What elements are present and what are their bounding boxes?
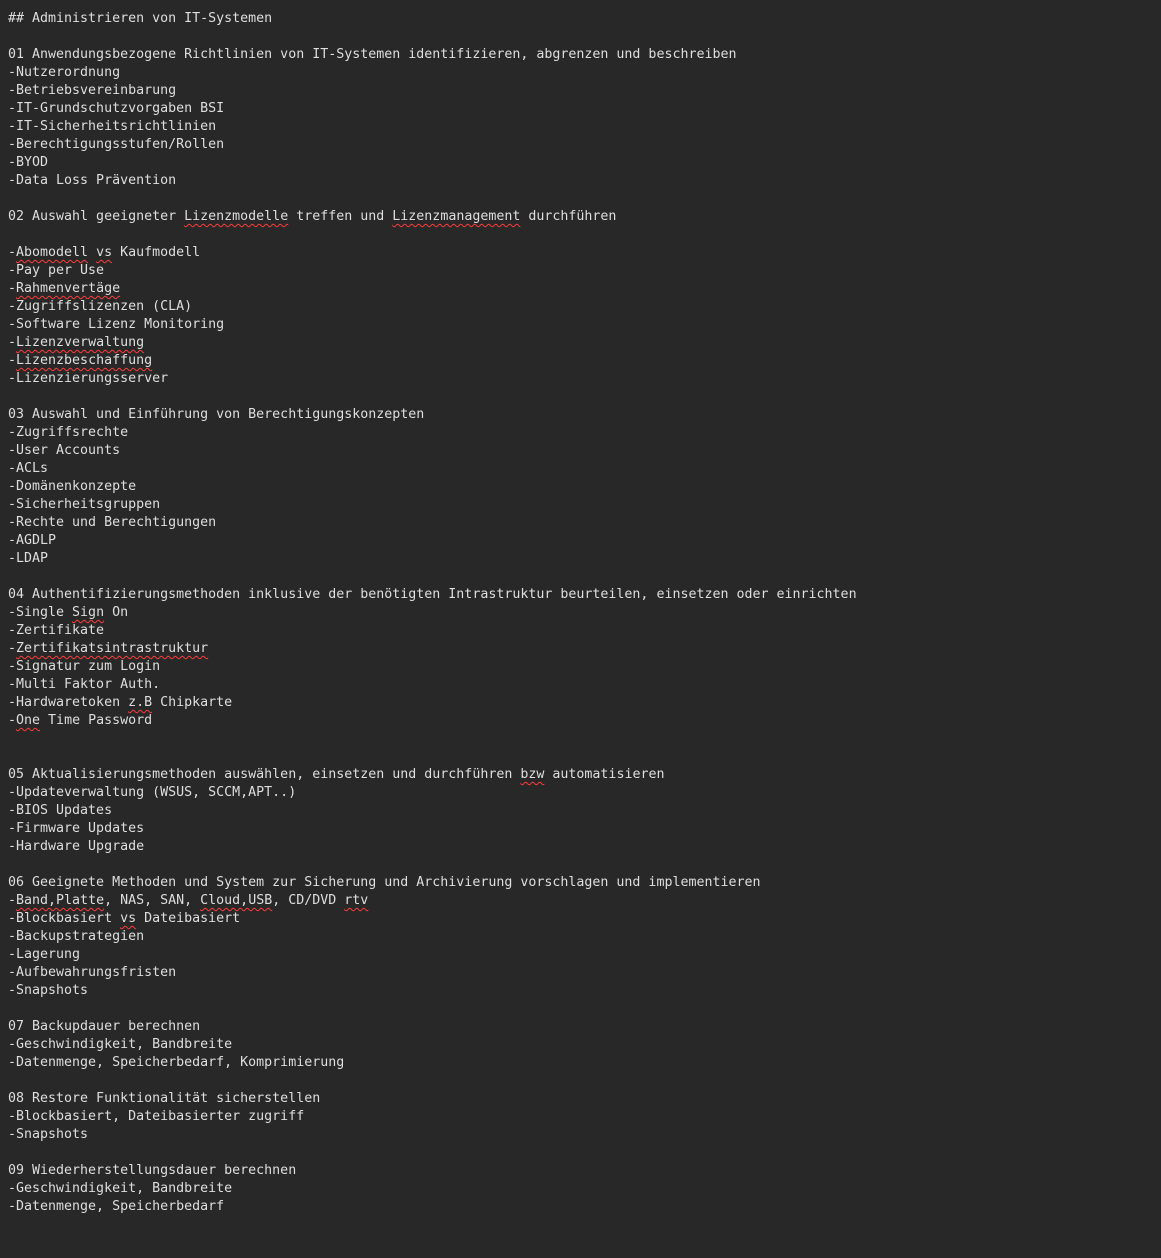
text-segment: -Snapshots: [8, 1127, 89, 1142]
misspelled-word: Rahmenvertäge: [16, 281, 121, 296]
editor-line: [8, 100, 1155, 118]
editor-line: [8, 154, 1155, 172]
editor-line: [8, 388, 1155, 406]
text-segment: -Geschwindigkeit, Bandbreite: [8, 1037, 233, 1052]
editor-line: [8, 946, 1155, 964]
misspelled-word: Sign: [72, 605, 105, 620]
editor-line: [8, 838, 1155, 856]
editor-line: [8, 460, 1155, 478]
text-segment: -: [8, 353, 17, 368]
editor-line: [8, 280, 1155, 298]
editor-line: [8, 1198, 1155, 1216]
misspelled-word: Cloud,USB: [200, 893, 273, 908]
editor-line: [8, 892, 1155, 910]
editor-line: [8, 694, 1155, 712]
editor-line: [8, 982, 1155, 1000]
editor-line: [8, 766, 1155, 784]
text-segment: 04 Authentifizierungsmethoden inklusive der benötigten Intrastruktur beurteilen, einsetzen oder einrichten: [8, 587, 857, 602]
misspelled-word: One: [16, 713, 41, 728]
editor-line: [8, 190, 1155, 208]
text-segment: -Blockbasiert: [8, 911, 121, 926]
editor-line: [8, 1000, 1155, 1018]
editor-line: [8, 172, 1155, 190]
text-segment: -Lagerung: [8, 947, 81, 962]
text-segment: -Hardware Upgrade: [8, 839, 145, 854]
editor-line: [8, 730, 1155, 748]
editor-line: [8, 532, 1155, 550]
text-segment: -Updateverwaltung (WSUS, SCCM,APT..): [8, 785, 297, 800]
text-segment: -Datenmenge, Speicherbedarf, Komprimierung: [8, 1055, 345, 1070]
editor-line: [8, 550, 1155, 568]
misspelled-word: Lizenzmodelle: [184, 209, 289, 224]
editor-line: [8, 1036, 1155, 1054]
editor-line: [8, 784, 1155, 802]
text-segment: -: [8, 713, 17, 728]
editor-line: [8, 910, 1155, 928]
editor-line: [8, 748, 1155, 766]
text-segment: -: [8, 281, 17, 296]
text-segment: 01 Anwendungsbezogene Richtlinien von IT-Systemen identifizieren, abgrenzen und beschreiben: [8, 47, 737, 62]
text-segment: -BIOS Updates: [8, 803, 113, 818]
editor-line: [8, 46, 1155, 64]
text-segment: -Signatur zum Login: [8, 659, 161, 674]
editor-line: [8, 820, 1155, 838]
editor-line: [8, 370, 1155, 388]
misspelled-word: vs: [96, 245, 113, 260]
editor-line: [8, 1126, 1155, 1144]
misspelled-word: rtv: [344, 893, 369, 908]
text-segment: Dateibasiert: [136, 911, 241, 926]
text-segment: -Lizenzierungsserver: [8, 371, 169, 386]
text-segment: -Rechte und Berechtigungen: [8, 515, 217, 530]
editor-line: [8, 118, 1155, 136]
text-segment: -IT-Sicherheitsrichtlinien: [8, 119, 217, 134]
editor-line: [8, 1090, 1155, 1108]
text-segment: -Berechtigungsstufen/Rollen: [8, 137, 225, 152]
editor-line: [8, 226, 1155, 244]
editor-line: [8, 352, 1155, 370]
editor-line: [8, 802, 1155, 820]
editor-line: [8, 514, 1155, 532]
text-segment: ## Administrieren von IT-Systemen: [8, 11, 273, 26]
editor-line: [8, 640, 1155, 658]
editor-line: [8, 136, 1155, 154]
editor-line: [8, 856, 1155, 874]
editor-line: [8, 442, 1155, 460]
editor-line: [8, 568, 1155, 586]
editor-line: [8, 244, 1155, 262]
text-segment: -: [8, 335, 17, 350]
editor-line: [8, 10, 1155, 28]
text-segment: -Snapshots: [8, 983, 89, 998]
text-segment: -Data Loss Prävention: [8, 173, 177, 188]
editor-line: [8, 1108, 1155, 1126]
misspelled-word: vs: [120, 911, 137, 926]
text-segment: -BYOD: [8, 155, 49, 170]
misspelled-word: Band,Platte: [16, 893, 105, 908]
text-segment: -LDAP: [8, 551, 49, 566]
text-segment: -Betriebsvereinbarung: [8, 83, 177, 98]
text-segment: automatisieren: [544, 767, 665, 782]
text-segment: -Zugriffsrechte: [8, 425, 129, 440]
text-segment: durchführen: [520, 209, 617, 224]
text-segment: 07 Backupdauer berechnen: [8, 1019, 201, 1034]
text-segment: -User Accounts: [8, 443, 121, 458]
editor-line: [8, 1054, 1155, 1072]
text-segment: [88, 245, 96, 260]
text-segment: -Nutzerordnung: [8, 65, 121, 80]
editor-line: [8, 658, 1155, 676]
editor-line: [8, 28, 1155, 46]
misspelled-word: z.B: [128, 695, 153, 710]
editor-line: [8, 298, 1155, 316]
misspelled-word: Lizenzmanagement: [392, 209, 521, 224]
editor-line: [8, 712, 1155, 730]
text-segment: -Datenmenge, Speicherbedarf: [8, 1199, 225, 1214]
editor-line: [8, 1162, 1155, 1180]
editor-line: [8, 424, 1155, 442]
text-segment: -AGDLP: [8, 533, 57, 548]
text-segment: -Zugriffslizenzen (CLA): [8, 299, 193, 314]
editor-line: [8, 1144, 1155, 1162]
editor-line: [8, 316, 1155, 334]
text-segment: 09 Wiederherstellungsdauer berechnen: [8, 1163, 297, 1178]
misspelled-word: Abomodell: [16, 245, 89, 260]
text-segment: -Single: [8, 605, 73, 620]
text-segment: Chipkarte: [152, 695, 233, 710]
text-segment: -Multi Faktor Auth.: [8, 677, 161, 692]
text-segment: 02 Auswahl geeigneter: [8, 209, 185, 224]
editor-line: [8, 478, 1155, 496]
text-segment: -: [8, 893, 17, 908]
editor-line: [8, 874, 1155, 892]
text-segment: -Zertifikate: [8, 623, 105, 638]
text-segment: -Pay per Use: [8, 263, 105, 278]
text-segment: -: [8, 641, 17, 656]
text-segment: -Aufbewahrungsfristen: [8, 965, 177, 980]
editor-line: [8, 1072, 1155, 1090]
editor-line: [8, 208, 1155, 226]
text-segment: , CD/DVD: [272, 893, 345, 908]
misspelled-word: Lizenzbeschaffung: [16, 353, 153, 368]
text-segment: -Firmware Updates: [8, 821, 145, 836]
text-segment: 03 Auswahl und Einführung von Berechtigungskonzepten: [8, 407, 425, 422]
editor-line: [8, 604, 1155, 622]
editor-line: [8, 676, 1155, 694]
misspelled-word: bzw: [520, 767, 545, 782]
editor-line: [8, 496, 1155, 514]
text-segment: -ACLs: [8, 461, 49, 476]
text-segment: On: [104, 605, 129, 620]
text-segment: Time Password: [40, 713, 153, 728]
editor-line: [8, 1180, 1155, 1198]
editor-line: [8, 334, 1155, 352]
misspelled-word: Zertifikatsintrastruktur: [16, 641, 209, 656]
text-segment: -Geschwindigkeit, Bandbreite: [8, 1181, 233, 1196]
text-segment: 05 Aktualisierungsmethoden auswählen, einsetzen und durchführen: [8, 767, 521, 782]
misspelled-word: Lizenzverwaltung: [16, 335, 145, 350]
text-segment: 06 Geeignete Methoden und System zur Sicherung und Archivierung vorschlagen und implementieren: [8, 875, 761, 890]
editor-line: [8, 964, 1155, 982]
text-segment: -Domänenkonzepte: [8, 479, 137, 494]
text-segment: -: [8, 245, 17, 260]
editor-line: [8, 82, 1155, 100]
text-segment: treffen und: [288, 209, 393, 224]
text-segment: -Backupstrategien: [8, 929, 145, 944]
text-segment: -Sicherheitsgruppen: [8, 497, 161, 512]
editor-line: [8, 262, 1155, 280]
text-segment: -Blockbasiert, Dateibasierter zugriff: [8, 1109, 305, 1124]
text-segment: , NAS, SAN,: [104, 893, 201, 908]
text-segment: -Software Lizenz Monitoring: [8, 317, 225, 332]
text-segment: -IT-Grundschutzvorgaben BSI: [8, 101, 225, 116]
text-segment: -Hardwaretoken: [8, 695, 129, 710]
editor-line: [8, 406, 1155, 424]
text-segment: 08 Restore Funktionalität sicherstellen: [8, 1091, 321, 1106]
editor-line: [8, 64, 1155, 82]
editor-line: [8, 928, 1155, 946]
editor-line: [8, 586, 1155, 604]
text-segment: Kaufmodell: [112, 245, 201, 260]
editor-line: [8, 622, 1155, 640]
editor-line: [8, 1018, 1155, 1036]
